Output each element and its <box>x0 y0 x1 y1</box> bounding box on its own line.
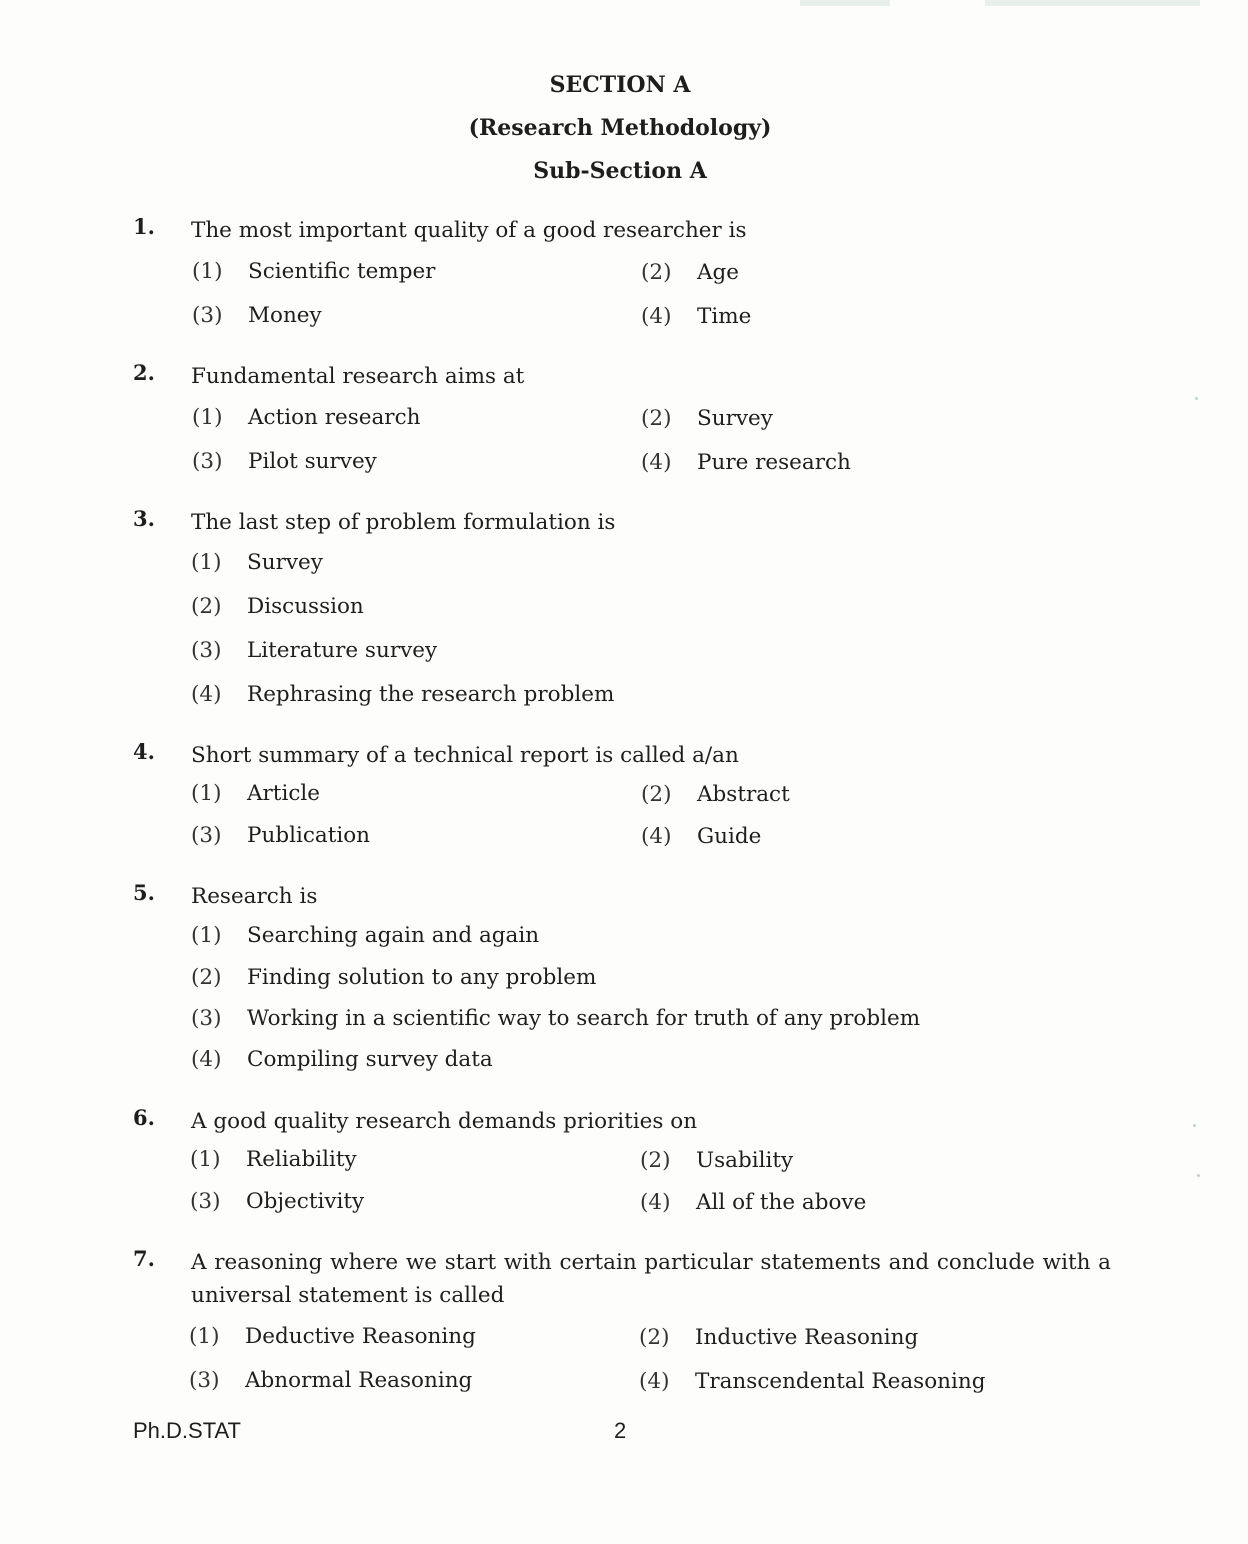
question-text: A good quality research demands priorities on <box>191 1109 698 1134</box>
option-text: Pure research <box>697 450 851 475</box>
option-text: Age <box>697 260 740 285</box>
scan-speck <box>1197 1174 1200 1177</box>
option-text: Pilot survey <box>248 449 377 474</box>
subsection-title: Sub-Section A <box>533 158 707 184</box>
option-number: (4) <box>639 1369 670 1394</box>
question-text: Fundamental research aims at <box>191 364 525 389</box>
option-number: (1) <box>189 1324 220 1349</box>
option-text: All of the above <box>696 1190 867 1215</box>
scan-artifact <box>800 0 890 6</box>
scan-speck <box>1195 397 1198 400</box>
option-text: Publication <box>247 823 370 848</box>
section-title: SECTION A <box>549 72 691 98</box>
question-number: 1. <box>133 214 155 239</box>
option-text: Survey <box>247 550 323 575</box>
scan-speck <box>1193 1124 1196 1127</box>
question-text: Research is <box>191 884 318 909</box>
question-text: The most important quality of a good researcher is <box>191 218 747 243</box>
option-number: (1) <box>191 923 222 948</box>
question-number: 6. <box>133 1105 155 1130</box>
option-text: Money <box>248 303 322 328</box>
option-text: Literature survey <box>247 638 438 663</box>
question-number: 4. <box>133 739 155 764</box>
option-number: (2) <box>191 594 222 619</box>
question-text: Short summary of a technical report is called a/an <box>191 743 739 768</box>
paper-code: Ph.D.STAT <box>133 1418 241 1443</box>
option-text: Transcendental Reasoning <box>695 1369 986 1394</box>
option-number: (1) <box>192 405 223 430</box>
option-number: (3) <box>190 1189 221 1214</box>
option-text: Working in a scientific way to search for truth of any problem <box>247 1006 921 1031</box>
option-text: Searching again and again <box>247 923 540 948</box>
option-number: (2) <box>639 1325 670 1350</box>
option-number: (1) <box>192 259 223 284</box>
option-text: Action research <box>248 405 421 430</box>
option-number: (4) <box>191 1047 222 1072</box>
option-number: (2) <box>641 782 672 807</box>
option-number: (1) <box>190 1147 221 1172</box>
option-text: Compiling survey data <box>247 1047 493 1072</box>
option-number: (2) <box>641 406 672 431</box>
option-text: Discussion <box>247 594 364 619</box>
option-number: (1) <box>191 550 222 575</box>
page-number: 2 <box>614 1418 627 1443</box>
option-text: Abnormal Reasoning <box>245 1368 473 1393</box>
option-number: (2) <box>640 1148 671 1173</box>
option-text: Abstract <box>697 782 790 807</box>
option-number: (4) <box>641 450 672 475</box>
option-number: (3) <box>189 1368 220 1393</box>
option-number: (1) <box>191 781 222 806</box>
option-number: (3) <box>191 823 222 848</box>
option-number: (4) <box>641 824 672 849</box>
option-text: Reliability <box>246 1147 357 1172</box>
option-text: Article <box>247 781 320 806</box>
option-text: Guide <box>697 824 762 849</box>
option-number: (2) <box>191 965 222 990</box>
option-text: Deductive Reasoning <box>245 1324 476 1349</box>
option-number: (3) <box>191 638 222 663</box>
option-number: (2) <box>641 260 672 285</box>
option-text: Finding solution to any problem <box>247 965 597 990</box>
option-number: (4) <box>641 304 672 329</box>
option-number: (3) <box>192 303 223 328</box>
question-number: 7. <box>133 1246 155 1271</box>
option-number: (3) <box>191 1006 222 1031</box>
option-text: Usability <box>696 1148 794 1173</box>
option-text: Inductive Reasoning <box>695 1325 919 1350</box>
option-text: Rephrasing the research problem <box>247 682 615 707</box>
option-number: (4) <box>640 1190 671 1215</box>
option-number: (4) <box>191 682 222 707</box>
option-text: Scientific temper <box>248 259 436 284</box>
option-text: Survey <box>697 406 773 431</box>
question-text: A reasoning where we start with certain particular statements and conclude with a universal statement is called <box>191 1250 1111 1308</box>
scan-artifact <box>985 0 1200 6</box>
option-text: Objectivity <box>246 1189 365 1214</box>
question-number: 5. <box>133 880 155 905</box>
option-number: (3) <box>192 449 223 474</box>
question-text: The last step of problem formulation is <box>191 510 616 535</box>
question-number: 2. <box>133 360 155 385</box>
question-number: 3. <box>133 506 155 531</box>
section-subtitle: (Research Methodology) <box>468 115 772 141</box>
option-text: Time <box>697 304 752 329</box>
